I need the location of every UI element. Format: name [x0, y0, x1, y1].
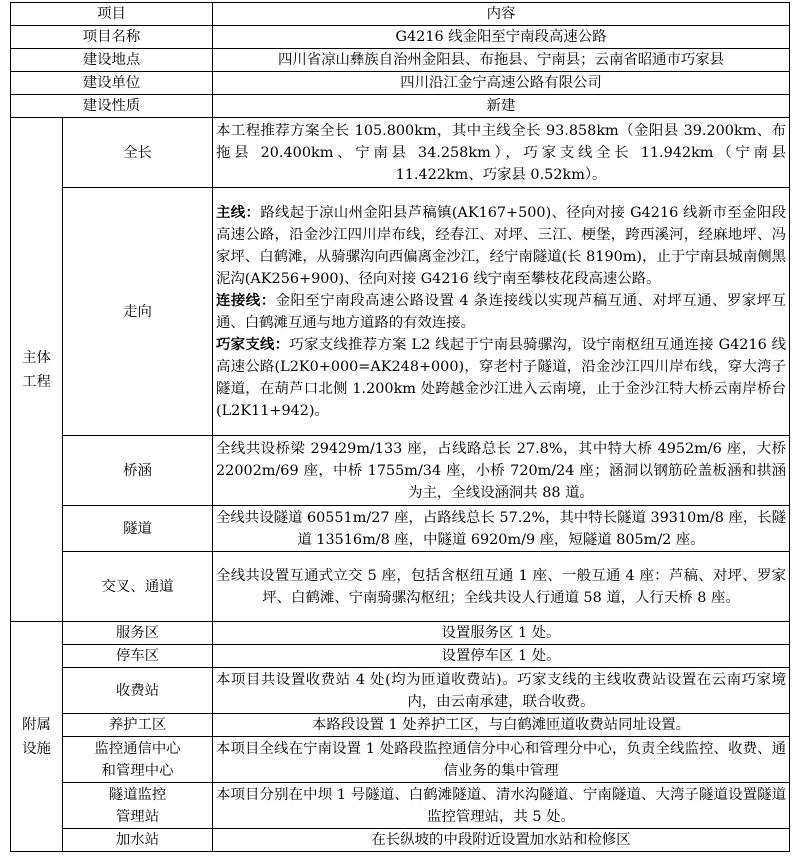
row-label: 项目名称: [11, 26, 213, 49]
row-label: 建设地点: [11, 49, 213, 72]
group-label-line: 工程: [22, 373, 51, 390]
table-row: [11, 552, 790, 622]
length-text: 本工程推荐方案全长 105.800km，其中主线全长 93.858km（金阳县 39.200km、布拖县 20.400km、宁南县 34.258km），巧家支线全长 11.942km（宁南县 11.422km、巧家县 0.52km）。: [213, 118, 790, 188]
parking-area-text: 设置停车区 1 处。: [213, 645, 790, 668]
water-station-text: 在长纵坡的中段附近设置加水站和检修区: [213, 829, 790, 852]
group-label-main: [11, 118, 63, 622]
table-row: [11, 72, 790, 95]
project-table: [10, 2, 790, 852]
service-area-text: 设置服务区 1 处。: [213, 622, 790, 645]
row-label-service-area: 服务区: [63, 622, 213, 645]
label-line: 隧道监控: [108, 786, 167, 803]
maintenance-text: 本路段设置 1 处养护工区，与白鹤滩匝道收费站同址设置。: [213, 714, 790, 737]
row-label: 建设性质: [11, 95, 213, 118]
branch-text: 巧家支线推荐方案 L2 线起于宁南县骑骡沟，设宁南枢纽互通连接 G4216 线高速公路(L2K0+000=AK248+000)，穿老村子隧道，沿金沙江四川岸布线，穿大湾子隧道，在葫芦口北侧 1.200km 处跨越金沙江进入云南境，止于金沙江特大桥云南岸桥台(L2K11+942)。: [216, 336, 787, 419]
label-line: 监控通信中心: [94, 740, 181, 757]
monitoring-center-text: 本项目全线在宁南设置 1 处路段监控通信分中心和管理分中心，负责全线监控、收费、通信业务的集中管理: [213, 737, 790, 783]
row-label-monitoring-center: [63, 737, 213, 783]
row-value: 新建: [213, 95, 790, 118]
row-label-bridges: 桥涵: [63, 436, 213, 506]
row-label-water-station: 加水站: [63, 829, 213, 852]
table-row: [11, 645, 790, 668]
row-label-route: 走向: [63, 188, 213, 436]
table-row: [11, 95, 790, 118]
header-item: 项目: [11, 3, 213, 26]
table-row: [11, 436, 790, 506]
crossings-text: 全线共设置互通式立交 5 座，包括含枢纽互通 1 座、一般互通 4 座：芦稿、对坪、罗家坪、白鹤滩、宁南骑骡沟枢纽；全线共设人行通道 58 道，人行天桥 8 座。: [213, 552, 790, 622]
connector-title: 连接线：: [216, 291, 276, 309]
tunnel-monitoring-text: 本项目分别在中坝 1 号隧道、白鹤滩隧道、清水沟隧道、宁南隧道、大湾子隧道设置隧道监控管理站，共 5 处。: [213, 783, 790, 829]
table-row: [11, 26, 790, 49]
table-row: [11, 737, 790, 783]
branch-title: 巧家支线：: [216, 335, 290, 353]
row-label-toll-station: 收费站: [63, 668, 213, 714]
group-label-line: 主体: [22, 349, 51, 366]
mainline-text: 路线起于凉山州金阳县芦稿镇(AK167+500)、径向对接 G4216 线新市至金阳段高速公路，沿金沙江四川岸布线，经春江、对坪、三江、梗堡，跨西溪河，经麻地坪、冯家坪、白鹤滩，从骑骡沟向西偏离金沙江，经宁南隧道(长 8190m)，止于宁南县城南侧黑泥沟(AK256+900)、径向对接 G4216 线宁南至攀枝花段高速公路。: [216, 204, 787, 287]
row-value: 四川省凉山彝族自治州金阳县、布拖县、宁南县；云南省昭通市巧家县: [213, 49, 790, 72]
table-row: [11, 783, 790, 829]
mainline-title: 主线：: [216, 203, 261, 221]
table-row: [11, 829, 790, 852]
row-value: 四川沿江金宁高速公路有限公司: [213, 72, 790, 95]
bridges-text: 全线共设桥梁 29429m/133 座，占线路总长 27.8%，其中特大桥 4952m/6 座，大桥 22002m/69 座，中桥 1755m/34 座，小桥 720m/24 座；涵洞以钢筋砼盖板涵和拱涵为主，全线设涵洞共 88 道。: [213, 436, 790, 506]
group-label-line: 设施: [22, 740, 51, 757]
table-row: [11, 714, 790, 737]
row-label-maintenance: 养护工区: [63, 714, 213, 737]
row-label-tunnel-monitoring: [63, 783, 213, 829]
group-label-aux: [11, 622, 63, 852]
table-row: [11, 118, 790, 188]
row-label-parking-area: 停车区: [63, 645, 213, 668]
table-row: [11, 668, 790, 714]
row-label-crossings: 交叉、通道: [63, 552, 213, 622]
label-line: 管理站: [115, 808, 160, 825]
header-content: 内容: [213, 3, 790, 26]
row-label-tunnels: 隧道: [63, 506, 213, 552]
row-label: 建设单位: [11, 72, 213, 95]
tunnels-text: 全线共设隧道 60551m/27 座，占路线总长 57.2%，其中特长隧道 39310m/8 座，长隧道 13516m/8 座，中隧道 6920m/9 座，短隧道 805m/2 座。: [213, 506, 790, 552]
table-row: [11, 188, 790, 436]
table-row: [11, 49, 790, 72]
route-text: [213, 188, 790, 436]
connector-text: 金阳至宁南段高速公路设置 4 条连接线以实现芦稿互通、对坪互通、罗家坪互通、白鹤滩互通与地方道路的有效连接。: [216, 292, 787, 331]
header-row: [11, 3, 790, 26]
group-label-line: 附属: [22, 716, 51, 733]
toll-station-text: 本项目共设置收费站 4 处(均为匝道收费站)。巧家支线的主线收费站设置在云南巧家境内，由云南承建，联合收费。: [213, 668, 790, 714]
table-row: [11, 506, 790, 552]
row-value: G4216 线金阳至宁南段高速公路: [213, 26, 790, 49]
row-label-length: 全长: [63, 118, 213, 188]
table-row: [11, 622, 790, 645]
label-line: 和管理中心: [101, 762, 174, 779]
